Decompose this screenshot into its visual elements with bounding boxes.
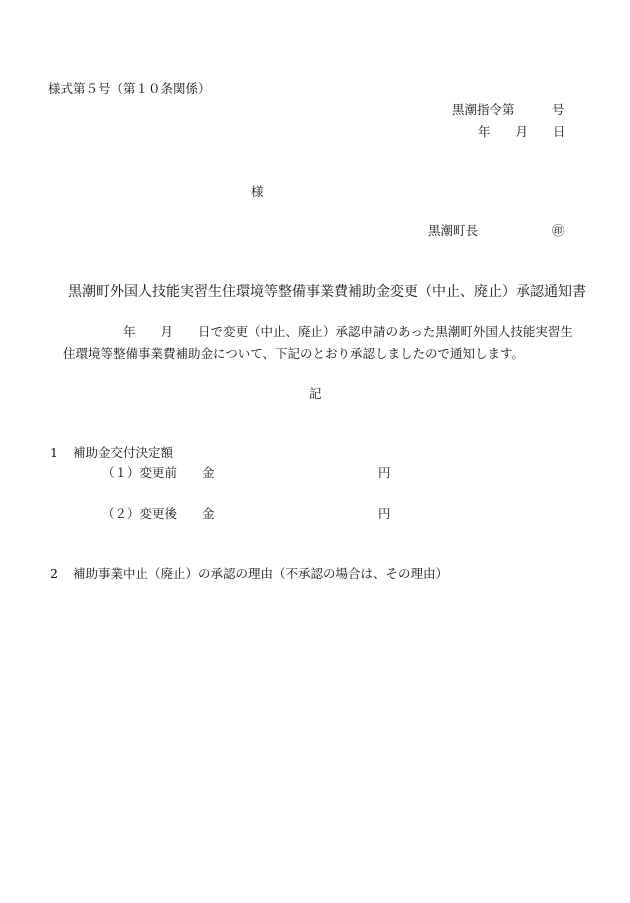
section-2-number: 2 bbox=[50, 566, 58, 581]
seal-mark: ㊞ bbox=[552, 223, 565, 238]
section-1-heading: 補助金交付決定額 bbox=[73, 445, 174, 460]
amount-before-unit: 円 bbox=[378, 465, 391, 480]
amount-after-unit: 円 bbox=[378, 506, 391, 521]
section-1-number: 1 bbox=[50, 445, 58, 460]
amount-before-currency: 金 bbox=[202, 465, 215, 480]
amount-after-currency: 金 bbox=[202, 506, 215, 521]
document-title: 黒潮町外国人技能実習生住環境等整備事業費補助金変更（中止、廃止）承認通知書 bbox=[68, 284, 586, 300]
form-label: 様式第５号（第１０条関係） bbox=[48, 81, 211, 96]
ki-marker: 記 bbox=[309, 386, 322, 401]
issuer-name: 黒潮町長 bbox=[428, 223, 479, 238]
date-line: 年 月 日 bbox=[478, 124, 566, 139]
document-number: 黒潮指令第 号 bbox=[452, 102, 565, 117]
section-2-heading: 補助事業中止（廃止）の承認の理由（不承認の場合は、その理由） bbox=[73, 566, 449, 581]
addressee-suffix: 様 bbox=[251, 184, 264, 199]
amount-before-label: （１）変更前 bbox=[102, 465, 178, 480]
amount-after-label: （２）変更後 bbox=[102, 506, 178, 521]
body-text-line-1: 年 月 日で変更（中止、廃止）承認申請のあった黒潮町外国人技能実習生 bbox=[73, 324, 573, 339]
body-text-line-2: 住環境等整備事業費補助金について、下記のとおり承認しましたので通知します。 bbox=[63, 346, 525, 361]
